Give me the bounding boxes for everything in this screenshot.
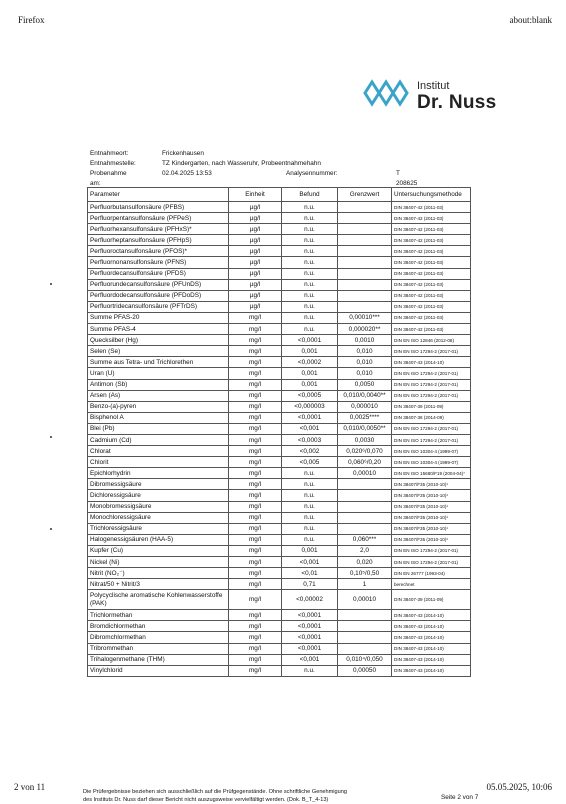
cell-methode: DIN 38407/F35 (2010-10)¹ <box>392 512 471 523</box>
cell-parameter: Bromdichlormethan <box>88 621 229 632</box>
table-row <box>88 257 471 268</box>
cell-befund: <0,001 <box>282 654 338 665</box>
header-parameter: Parameter <box>88 188 229 202</box>
cell-methode: DIN EN ISO 17294-2 (2017-01) <box>392 368 471 379</box>
cell-einheit: mg/l <box>229 446 282 457</box>
cell-parameter: Chlorit <box>88 457 229 468</box>
margin-mark <box>50 528 52 530</box>
table-row <box>88 434 471 445</box>
table-row <box>88 213 471 224</box>
cell-befund: n.u. <box>282 523 338 534</box>
cell-methode: DIN 38407/F35 (2010-10)¹ <box>392 501 471 512</box>
cell-einheit: mg/l <box>229 632 282 643</box>
cell-parameter: Dibromessigsäure <box>88 479 229 490</box>
cell-befund: <0,00002 <box>282 590 338 610</box>
margin-mark <box>50 436 52 438</box>
cell-einheit: mg/l <box>229 654 282 665</box>
table-row <box>88 590 471 610</box>
cell-grenzwert <box>338 301 392 312</box>
cell-befund: n.u. <box>282 324 338 335</box>
cell-grenzwert: 0,010⁴/0,050 <box>338 654 392 665</box>
table-row <box>88 246 471 257</box>
institut-logo <box>362 76 512 116</box>
cell-methode: DIN EN ISO 17294-2 (2017-01) <box>392 379 471 390</box>
table-row <box>88 335 471 346</box>
cell-methode: DIN EN ISO 10304-4 (1999-07) <box>392 457 471 468</box>
table-body <box>88 202 471 677</box>
table-row <box>88 523 471 534</box>
cell-einheit: mg/l <box>229 423 282 434</box>
cell-methode: DIN 38407-43 (2014-10) <box>392 621 471 632</box>
cell-einheit: µg/l <box>229 301 282 312</box>
cell-befund: n.u. <box>282 202 338 213</box>
cell-parameter: Monobromessigsäure <box>88 501 229 512</box>
cell-befund: n.u. <box>282 512 338 523</box>
cell-einheit: mg/l <box>229 468 282 479</box>
cell-einheit: mg/l <box>229 665 282 676</box>
cell-grenzwert <box>338 501 392 512</box>
cell-grenzwert: 1 <box>338 579 392 590</box>
cell-parameter: Uran (U) <box>88 368 229 379</box>
cell-befund: <0,0001 <box>282 632 338 643</box>
cell-methode: DIN 38407-42 (2011-03) <box>392 235 471 246</box>
cell-einheit: mg/l <box>229 401 282 412</box>
cell-methode: DIN 38407-42 (2011-03) <box>392 312 471 323</box>
cell-methode: DIN 38407-42 (2011-03) <box>392 213 471 224</box>
page-counter: 2 von 11 <box>14 782 46 792</box>
cell-grenzwert <box>338 479 392 490</box>
header-befund: Befund <box>282 188 338 202</box>
cell-parameter: Summe aus Tetra- und Trichlorethen <box>88 357 229 368</box>
cell-parameter: Blei (Pb) <box>88 423 229 434</box>
cell-grenzwert <box>338 202 392 213</box>
cell-grenzwert: 0,010 <box>338 357 392 368</box>
cell-befund: n.u. <box>282 501 338 512</box>
cell-befund: n.u. <box>282 290 338 301</box>
cell-parameter: Selen (Se) <box>88 346 229 357</box>
cell-methode: DIN EN 26777 (1993-04) <box>392 568 471 579</box>
cell-methode: DIN 38407-42 (2011-03) <box>392 246 471 257</box>
table-row <box>88 390 471 401</box>
cell-methode: DIN 38407/F35 (2010-10)¹ <box>392 534 471 545</box>
cell-parameter: Kupfer (Cu) <box>88 545 229 556</box>
cell-einheit: mg/l <box>229 479 282 490</box>
table-header-row <box>88 188 471 202</box>
cell-grenzwert: 0,10⁵/0,50 <box>338 568 392 579</box>
table-row <box>88 202 471 213</box>
cell-einheit: mg/l <box>229 501 282 512</box>
cell-einheit: mg/l <box>229 412 282 423</box>
cell-befund: n.u. <box>282 490 338 501</box>
table-row <box>88 468 471 479</box>
cell-parameter: Arsen (As) <box>88 390 229 401</box>
cell-einheit: mg/l <box>229 312 282 323</box>
cell-grenzwert: 0,0050 <box>338 379 392 390</box>
table-row <box>88 401 471 412</box>
cell-befund: <0,01 <box>282 568 338 579</box>
cell-parameter: Halogenessigsäuren (HAA-5) <box>88 534 229 545</box>
cell-einheit: mg/l <box>229 346 282 357</box>
cell-methode: DIN 38407-43 (2014-10) <box>392 654 471 665</box>
cell-befund: <0,0001 <box>282 335 338 346</box>
table-row <box>88 490 471 501</box>
cell-methode: DIN 38407/F35 (2010-10)¹ <box>392 490 471 501</box>
cell-einheit: mg/l <box>229 457 282 468</box>
cell-grenzwert: 0,00010 <box>338 468 392 479</box>
cell-grenzwert: 0,060⁶/0,20 <box>338 457 392 468</box>
cell-parameter: Benzo-(a)-pyren <box>88 401 229 412</box>
cell-einheit: µg/l <box>229 246 282 257</box>
cell-grenzwert <box>338 643 392 654</box>
cell-befund: <0,001 <box>282 423 338 434</box>
table-row <box>88 457 471 468</box>
cell-methode: DIN 38407-42 (2011-03) <box>392 324 471 335</box>
page-number: Seite 2 von 7 <box>441 794 479 801</box>
cell-befund: n.u. <box>282 257 338 268</box>
cell-einheit: mg/l <box>229 590 282 610</box>
cell-befund: <0,005 <box>282 457 338 468</box>
value-probenahme: 02.04.2025 13:53 <box>162 170 212 177</box>
cell-einheit: mg/l <box>229 557 282 568</box>
results-table <box>87 187 471 677</box>
table-row <box>88 545 471 556</box>
cell-befund: n.u. <box>282 268 338 279</box>
cell-grenzwert <box>338 512 392 523</box>
cell-parameter: Perfluorbutansulfonsäure (PFBS) <box>88 202 229 213</box>
cell-einheit: mg/l <box>229 643 282 654</box>
cell-befund: 0,001 <box>282 368 338 379</box>
table-row <box>88 312 471 323</box>
cell-parameter: Polycyclische aromatische Kohlenwasserstoffe (PAK) <box>88 590 229 610</box>
table-row <box>88 412 471 423</box>
table-row <box>88 621 471 632</box>
cell-befund: <0,0001 <box>282 610 338 621</box>
cell-methode: DIN EN ISO 12846 (2012-08) <box>392 335 471 346</box>
table-row <box>88 512 471 523</box>
table-row <box>88 346 471 357</box>
cell-befund: 0,001 <box>282 346 338 357</box>
table-row <box>88 643 471 654</box>
table-row <box>88 268 471 279</box>
cell-grenzwert: 0,00050 <box>338 665 392 676</box>
logo-line1: Institut <box>417 80 450 92</box>
header-methode: Untersuchungsmethode <box>392 188 471 202</box>
table-row <box>88 446 471 457</box>
cell-grenzwert: 0,020 <box>338 557 392 568</box>
cell-parameter: Nitrit (NO₂⁻) <box>88 568 229 579</box>
cell-grenzwert: 0,0030 <box>338 434 392 445</box>
cell-methode: DIN EN ISO 17294-2 (2017-01) <box>392 545 471 556</box>
cell-befund: 0,001 <box>282 379 338 390</box>
cell-befund: n.u. <box>282 224 338 235</box>
table-row <box>88 423 471 434</box>
cell-einheit: mg/l <box>229 512 282 523</box>
cell-befund: <0,001 <box>282 557 338 568</box>
cell-grenzwert: 0,000010 <box>338 401 392 412</box>
cell-einheit: µg/l <box>229 224 282 235</box>
cell-befund: n.u. <box>282 479 338 490</box>
cell-parameter: Bisphenol A <box>88 412 229 423</box>
cell-befund: n.u. <box>282 301 338 312</box>
cell-befund: <0,0001 <box>282 643 338 654</box>
cell-methode: DIN 38407-36 (2014-09) <box>392 412 471 423</box>
cell-grenzwert <box>338 268 392 279</box>
table-row <box>88 379 471 390</box>
cell-methode: DIN 38407-43 (2014-10) <box>392 643 471 654</box>
label-entnahmestelle: Entnahmestelle: <box>90 160 136 167</box>
value-analysennummer: T 208625 <box>396 170 418 187</box>
cell-parameter: Dichloressigsäure <box>88 490 229 501</box>
cell-methode: DIN EN ISO 17294-2 (2017-01) <box>392 423 471 434</box>
table-row <box>88 290 471 301</box>
table-row <box>88 279 471 290</box>
cell-methode: DIN 38407-42 (2011-03) <box>392 202 471 213</box>
cell-einheit: mg/l <box>229 568 282 579</box>
cell-parameter: Perfluorpentansulfonsäure (PFPeS) <box>88 213 229 224</box>
cell-befund: <0,0001 <box>282 412 338 423</box>
page-url[interactable]: about:blank <box>509 15 552 25</box>
cell-methode: DIN EN ISO 17294-2 (2017-01) <box>392 557 471 568</box>
cell-grenzwert: 2,0 <box>338 545 392 556</box>
table-row <box>88 324 471 335</box>
cell-grenzwert <box>338 621 392 632</box>
cell-befund: n.u. <box>282 534 338 545</box>
cell-parameter: Tribrommethan <box>88 643 229 654</box>
label-entnahmeort: Entnahmeort: <box>90 150 129 157</box>
cell-einheit: µg/l <box>229 290 282 301</box>
cell-befund: n.u. <box>282 665 338 676</box>
cell-einheit: mg/l <box>229 357 282 368</box>
table-row <box>88 501 471 512</box>
table-row <box>88 557 471 568</box>
cell-parameter: Perfluorundecansulfonsäure (PFUnDS) <box>88 279 229 290</box>
cell-methode: DIN EN ISO 10304-4 (1999-07) <box>392 446 471 457</box>
cell-einheit: mg/l <box>229 621 282 632</box>
cell-parameter: Perfluordodecansulfonsäure (PFDoDS) <box>88 290 229 301</box>
table-row <box>88 610 471 621</box>
cell-befund: <0,0001 <box>282 621 338 632</box>
cell-parameter: Quecksilber (Hg) <box>88 335 229 346</box>
cell-methode: DIN 38407-39 (2011-09) <box>392 590 471 610</box>
cell-methode: DIN 38407-43 (2014-10) <box>392 357 471 368</box>
cell-einheit: mg/l <box>229 579 282 590</box>
cell-parameter: Perfluoroctansulfonsäure (PFOS)* <box>88 246 229 257</box>
cell-grenzwert <box>338 224 392 235</box>
label-analysennummer: Analysennummer: <box>286 170 338 177</box>
cell-einheit: µg/l <box>229 268 282 279</box>
cell-parameter: Nickel (Ni) <box>88 557 229 568</box>
cell-grenzwert: 0,020⁶/0,070 <box>338 446 392 457</box>
cell-einheit: mg/l <box>229 434 282 445</box>
cell-grenzwert: 0,00010*** <box>338 312 392 323</box>
cell-parameter: Vinylchlorid <box>88 665 229 676</box>
cell-parameter: Nitrat/50 + Nitrit/3 <box>88 579 229 590</box>
table-row <box>88 224 471 235</box>
cell-befund: <0,0005 <box>282 390 338 401</box>
cell-grenzwert: 0,010/0,0050** <box>338 423 392 434</box>
label-probenahme: Probenahme am: <box>90 170 127 187</box>
cell-parameter: Trichlormethan <box>88 610 229 621</box>
table-row <box>88 665 471 676</box>
table-row <box>88 654 471 665</box>
cell-methode: DIN 38407-43 (2014-10) <box>392 665 471 676</box>
cell-grenzwert <box>338 632 392 643</box>
cell-parameter: Trichloressigsäure <box>88 523 229 534</box>
cell-grenzwert <box>338 490 392 501</box>
cell-einheit: µg/l <box>229 235 282 246</box>
cell-befund: n.u. <box>282 312 338 323</box>
cell-grenzwert <box>338 246 392 257</box>
cell-befund: 0,71 <box>282 579 338 590</box>
cell-parameter: Antimon (Sb) <box>88 379 229 390</box>
table-row <box>88 357 471 368</box>
logo-line2: Dr. Nuss <box>417 92 497 113</box>
cell-grenzwert: 0,0025**** <box>338 412 392 423</box>
table-row <box>88 579 471 590</box>
cell-methode: DIN 38407-42 (2011-03) <box>392 268 471 279</box>
cell-parameter: Perfluortridecansulfonsäure (PFTrDS) <box>88 301 229 312</box>
cell-methode: DIN 38407-43 (2014-10) <box>392 610 471 621</box>
cell-methode: DIN EN ISO 17294-2 (2017-01) <box>392 346 471 357</box>
value-entnahmeort: Frickenhausen <box>162 150 204 157</box>
cell-grenzwert <box>338 213 392 224</box>
cell-einheit: mg/l <box>229 523 282 534</box>
cell-grenzwert <box>338 523 392 534</box>
cell-befund: <0,0002 <box>282 357 338 368</box>
margin-mark <box>50 283 52 285</box>
cell-grenzwert <box>338 257 392 268</box>
value-entnahmestelle: TZ Kindergarten, nach Wasseruhr, Probeentnahmehahn <box>162 160 321 167</box>
table-row <box>88 301 471 312</box>
cell-befund: n.u. <box>282 235 338 246</box>
cell-grenzwert <box>338 235 392 246</box>
cell-parameter: Dibromchlormethan <box>88 632 229 643</box>
cell-parameter: Chlorat <box>88 446 229 457</box>
cell-methode: DIN 38407/F35 (2010-10)¹ <box>392 523 471 534</box>
cell-einheit: mg/l <box>229 545 282 556</box>
cell-grenzwert: 0,010 <box>338 368 392 379</box>
cell-befund: n.u. <box>282 213 338 224</box>
footnote-line1: Die Prüfergebnisse beziehen sich ausschließlich auf die Prüfgegenstände. Ohne schriftliche Genehmigung <box>83 789 347 795</box>
table-row <box>88 534 471 545</box>
cell-parameter: Trihalogenmethane (THM) <box>88 654 229 665</box>
cell-methode: DIN 38407-42 (2011-03) <box>392 301 471 312</box>
table-row <box>88 368 471 379</box>
cell-methode: berechnet <box>392 579 471 590</box>
table-row <box>88 568 471 579</box>
cell-parameter: Epichlorhydrin <box>88 468 229 479</box>
cell-methode: DIN 38407/F35 (2010-10)¹ <box>392 479 471 490</box>
cell-parameter: Perfluornonansulfonsäure (PFNS) <box>88 257 229 268</box>
cell-einheit: mg/l <box>229 610 282 621</box>
cell-methode: DIN 38407-42 (2011-03) <box>392 257 471 268</box>
table-row <box>88 235 471 246</box>
table-row <box>88 632 471 643</box>
cell-methode: DIN EN ISO 17294-2 (2017-01) <box>392 434 471 445</box>
cell-befund: <0,000003 <box>282 401 338 412</box>
cell-parameter: Perfluordecansulfonsäure (PFDS) <box>88 268 229 279</box>
header-grenzwert: Grenzwert <box>338 188 392 202</box>
cell-parameter: Perfluorheptansulfonsäure (PFHpS) <box>88 235 229 246</box>
cell-einheit: mg/l <box>229 534 282 545</box>
cell-einheit: mg/l <box>229 335 282 346</box>
cell-parameter: Monochloressigsäure <box>88 512 229 523</box>
cell-einheit: µg/l <box>229 257 282 268</box>
cell-parameter: Summe PFAS-20 <box>88 312 229 323</box>
cell-befund: n.u. <box>282 246 338 257</box>
cell-einheit: µg/l <box>229 202 282 213</box>
cell-grenzwert <box>338 610 392 621</box>
cell-befund: n.u. <box>282 468 338 479</box>
cell-einheit: mg/l <box>229 324 282 335</box>
header-einheit: Einheit <box>229 188 282 202</box>
cell-einheit: µg/l <box>229 279 282 290</box>
table-row <box>88 479 471 490</box>
cell-einheit: mg/l <box>229 390 282 401</box>
cell-methode: DIN EN ISO 17294-2 (2017-01) <box>392 390 471 401</box>
cell-befund: 0,001 <box>282 545 338 556</box>
footnote-line2: des Instituts Dr. Nuss darf dieser Bericht nicht auszugsweise vervielfältigt werden. (Dok. B_T_4-13) <box>83 797 329 803</box>
cell-einheit: mg/l <box>229 379 282 390</box>
cell-parameter: Summe PFAS-4 <box>88 324 229 335</box>
cell-parameter: Cadmium (Cd) <box>88 434 229 445</box>
cell-grenzwert: 0,010 <box>338 346 392 357</box>
cell-befund: <0,0003 <box>282 434 338 445</box>
cell-parameter: Perfluorhexansulfonsäure (PFHxS)* <box>88 224 229 235</box>
cell-grenzwert: 0,0010 <box>338 335 392 346</box>
cell-grenzwert: 0,060*** <box>338 534 392 545</box>
cell-grenzwert <box>338 279 392 290</box>
cell-einheit: mg/l <box>229 368 282 379</box>
cell-einheit: µg/l <box>229 213 282 224</box>
app-name: Firefox <box>18 15 45 25</box>
cell-methode: DIN 38407-42 (2011-03) <box>392 279 471 290</box>
cell-grenzwert: 0,010/0,0040** <box>338 390 392 401</box>
print-timestamp: 05.05.2025, 10:06 <box>486 782 552 792</box>
browser-header <box>0 0 566 26</box>
cell-methode: DIN 38407-43 (2014-10) <box>392 632 471 643</box>
cell-methode: DIN 38407-39 (2011-09) <box>392 401 471 412</box>
cell-methode: DIN 38407-42 (2011-03) <box>392 290 471 301</box>
cell-methode: DIN EN ISO 15680/F19 (2004-04)⁷ <box>392 468 471 479</box>
cell-befund: <0,002 <box>282 446 338 457</box>
cell-grenzwert: 0,000020** <box>338 324 392 335</box>
cell-befund: n.u. <box>282 279 338 290</box>
cell-einheit: mg/l <box>229 490 282 501</box>
cell-grenzwert <box>338 290 392 301</box>
logo-rings-icon <box>362 78 414 108</box>
cell-methode: DIN 38407-42 (2011-03) <box>392 224 471 235</box>
cell-grenzwert: 0,00010 <box>338 590 392 610</box>
browser-footer <box>0 776 566 800</box>
